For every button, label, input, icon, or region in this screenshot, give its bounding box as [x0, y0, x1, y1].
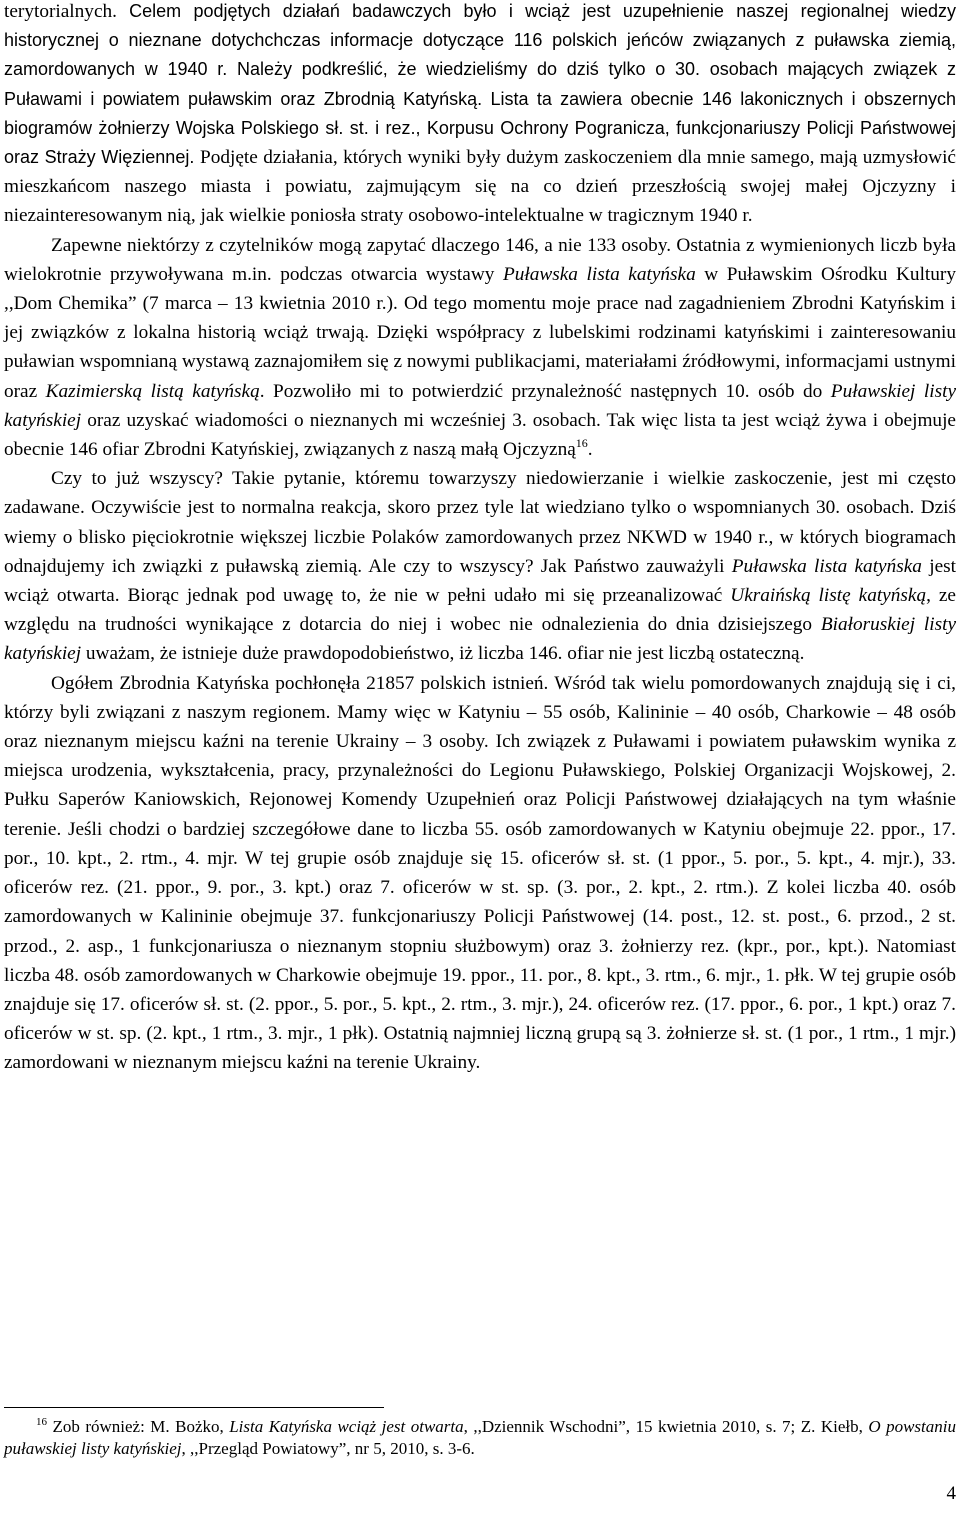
footnote-marker: 16	[36, 1416, 47, 1428]
text-run: .	[587, 439, 593, 461]
document-page	[4, 0, 956, 1078]
paragraph-1	[4, 0, 956, 231]
italic-title: Ukraińską listę katyńską	[730, 585, 927, 607]
italic-title: Białoruskiej listy katyńskiej	[4, 614, 956, 665]
footnote-marker: 16	[575, 436, 588, 451]
paragraph-3	[4, 464, 956, 668]
text-run: Celem podjętych działań badawczych było i wciąż jest uzupełnienie naszej regionalnej wiedzy historycznej o nieznane dotychchczas informacje dotyczące 116 polskich jeńców związanych z puławska ziemią, zamordowanych w 1940 r. Należy podkreślić, że wiedzieliśmy do dziś tylko o 30. osobach mających związek z Puławami i powiatem puławskim oraz Zbrodnią Katyńską. Lista ta zawiera obecnie 146 lakonicznych i obszernych biogramów żołnierzy Wojska Polskiego sł. st. i rez.	[4, 1, 956, 138]
text-run: Zapewne niektórzy z czytelników mogą zapytać dlaczego 146, a nie 133 osoby. Ostatnia z wymienionych liczb była wielokrotnie przywoływana m.in. podczas otwarcia wystawy	[4, 234, 956, 285]
text-run: terytorialnych.	[4, 1, 130, 22]
text-run: , ,,Dziennik Wschodni”, 15 kwietnia 2010, s. 7; Z. Kiełb,	[463, 1417, 869, 1436]
italic-title: O powstaniu puławskiej listy katyńskiej	[4, 1417, 956, 1458]
text-run: uważam, że istnieje duże prawdopodobieństwo, iż liczba 146. ofiar nie jest liczbą ostateczną.	[81, 643, 805, 665]
text-run: Podjęte działania, których wyniki były dużym zaskoczeniem dla mnie samego, mają uzmysłowić mieszkańcom naszego miasta i powiatu, zajmującym się na co dzień przeszłością swojej małej Ojczyzny i niezainteresowanym nią, jak wielkie poniosła straty osobowo-intelektualne w tragicznym 1940 r.	[4, 147, 956, 227]
text-run: , ,,Przegląd Powiatowy”, nr 5, 2010, s. 3-6.	[181, 1439, 475, 1458]
text-run: , Korpusu Ochrony Pogranicza, funkcjonariuszy Policji Państwowej oraz Straży Więziennej.	[4, 117, 956, 168]
text-run: oraz uzyskać wiadomości o nieznanych mi wcześniej 3. osobach. Tak więc lista ta jest wciąż żywa i obejmuje obecnie 146 ofiar Zbrodni Katyńskiej, związanych z naszą małą Ojczyzną	[4, 409, 956, 461]
text-run: jest wciąż otwarta. Biorąc jednak pod uwagę to, że nie w pełni udało mi się przeanalizować	[4, 555, 956, 607]
page-number: 4	[946, 1483, 956, 1504]
text-run: Czy to już wszyscy? Takie pytanie, któremu towarzyszy niedowierzanie i wielkie zaskoczenie, jest mi często zadawane. Oczywiście jest to normalna reakcja, skoro przez tyle lat wiedziano tylko o wspomnianych 30. osobach. Dziś wiemy o blisko pięciokrotnie większej liczbie Polaków zamordowanych przez NKWD w 1940 r., w których biogramach odnajdujemy ich związki z puławską ziemią. Ale czy to wszyscy? Jak Państwo zauważyli	[4, 468, 956, 577]
body-text	[4, 0, 956, 1078]
italic-title: Puławska lista katyńska	[731, 555, 922, 577]
italic-title: Kazimierską listą katyńską	[45, 380, 260, 402]
italic-title: Puławskiej listy katyńskiej	[4, 380, 957, 431]
text-run: . Pozwoliło mi to potwierdzić przynależność następnych 10. osób do	[259, 380, 831, 402]
text-run: Ogółem Zbrodnia Katyńska pochłonęła 21857 polskich istnień. Wśród tak wielu pomordowanych znajdują się i ci, którzy byli związani z naszym regionem. Mamy więc w Katyniu – 55 osób, Kalininie – 40 osób, Charkowie – 48 osób oraz nieznanym miejscu kaźni na terenie Ukrainy – 3 osoby. Ich związek z Puławami i powiatem puławskim wynika z miejsca urodzenia, wykształcenia, pracy, przynależności do Legionu Puławskiego, Polskiej Organizacji Wojskowej, 2. Pułku Saperów Kaniowskich, Rejonowej Komendy Uzupełnień oraz Policji Państwowej działających na tym właśnie terenie. Jeśli chodzi o bardziej szczegółowe dane to liczba 55. osób zamordowanych w Katyniu obejmuje 22. ppor., 17. por., 10. kpt., 2. rtm., 4. mjr. W tej grupie osób znajduje się 15. oficerów sł. st. (1 ppor., 5. por., 5. kpt., 4. mjr.), 33. oficerów rez. (21. ppor., 9. por., 3. kpt.) oraz 7. oficerów w st. sp. (3. por., 2. kpt., 2. rtm.). Z kolei liczba 40. osób zamordowanych w Kalininie obejmuje 37. funkcjonariuszy Policji Państwowej (14. post., 12. st. post., 6. przod., 2 st. przod., 2. asp., 1 funkcjonariusza o nieznanym stopniu służbowym) oraz 3. żołnierzy rez. (kpr., por., kpt.). Natomiast liczba 48. osób zamordowanych w Charkowie obejmuje 19. ppor., 11. por., 8. kpt., 3. rtm., 6. mjr., 1. płk. W tej grupie osób znajduje się 17. oficerów sł. st. (2. ppor., 5. por., 5. kpt., 2. rtm., 3. mjr.), 24. oficerów rez. (17. ppor., 6. por., 1 kpt.) oraz 7. oficerów w st. sp. (2. kpt., 1 rtm., 3. mjr., 1 płk). Ostatnią najmniej liczną grupą są 3. żołnierze sł. st. (1 por., 1 rtm., 1 mjr.) zamordowani w nieznanym miejscu kaźni na terenie Ukrainy.	[4, 672, 956, 1074]
paragraph-2	[4, 231, 956, 465]
italic-title: Puławska lista katyńska	[502, 263, 696, 285]
text-run: Zob również: M. Bożko,	[47, 1417, 230, 1436]
footnotes	[4, 1416, 956, 1460]
paragraph-4	[4, 669, 956, 1078]
italic-title: Lista Katyńska wciąż jest otwarta	[229, 1417, 464, 1436]
text-run: , ze względu na trudności wynikające z dotarcia do niej i wobec nie odnalezienia do dnia dzisiejszego	[4, 585, 956, 636]
footnote-separator	[4, 1407, 384, 1408]
footnote-16	[4, 1416, 956, 1460]
text-run: w Puławskim Ośrodku Kultury ,,Dom Chemika” (7 marca – 13 kwietnia 2010 r.). Od tego momentu moje prace nad zagadnieniem Zbrodni Katyńskim i jej związków z lokalna historią wciąż trwają. Dzięki współpracy z lubelskimi rodzinami katyńskimi i zainteresowaniu puławian wspomnianą wystawą zaznajomiłem się z nowymi publikacjami, materiałami źródłowymi, informacjami ustnymi oraz	[4, 263, 956, 402]
